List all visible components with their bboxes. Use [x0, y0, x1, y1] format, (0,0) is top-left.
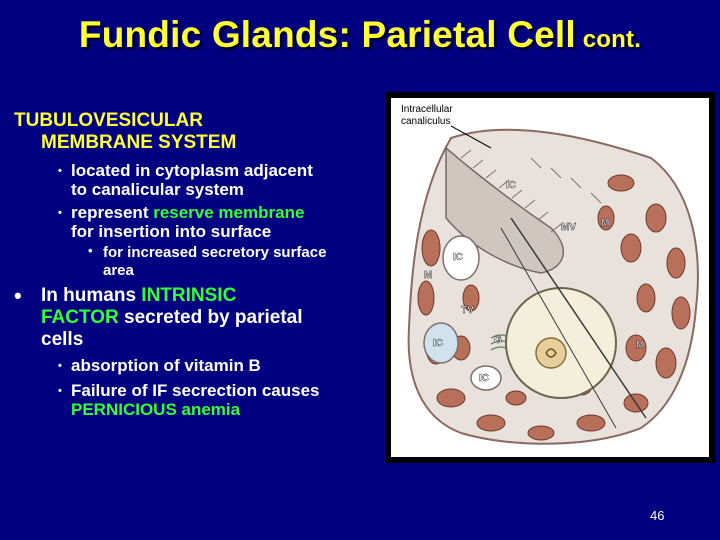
label-canaliculus-1: Intracellular	[401, 104, 453, 115]
label-g: G	[494, 335, 502, 346]
bullet-5-line-1: absorption of vitamin B	[71, 356, 261, 375]
heading-line-2: MEMBRANE SYSTEM	[41, 132, 237, 153]
bullet-6-line-2: PERNICIOUS anemia	[71, 400, 241, 419]
label-ic: IC	[479, 373, 489, 384]
label-m: M	[601, 218, 610, 229]
label-ic: IC	[433, 338, 443, 349]
label-ic: IC	[453, 252, 463, 263]
bullet-4-text-2: secreted by parietal	[118, 307, 303, 328]
bullet-2-line-1	[71, 203, 304, 223]
title-main: Fundic Glands: Parietal Cell	[78, 14, 576, 55]
bullet-dot: •	[88, 243, 93, 258]
parietal-cell-illustration	[391, 98, 709, 457]
bullet-2-line-2: for insertion into surface	[71, 222, 272, 241]
bullet-dot: •	[58, 165, 62, 177]
bullet-4-text: In humans	[41, 285, 142, 306]
page-number: 46	[650, 508, 665, 523]
bullet-3-line-2: area	[103, 262, 134, 279]
bullet-3-line-1: for increased secretory surface	[103, 244, 327, 261]
bullet-6-line-1: Failure of IF secrection causes	[71, 381, 320, 400]
parietal-cell-figure-frame	[385, 92, 715, 463]
bullet-2-text: represent	[71, 203, 154, 222]
bullet-1-line-2: to canalicular system	[71, 180, 244, 199]
bullet-1-line-1: located in cytoplasm adjacent	[71, 161, 313, 180]
bullet-4-line-1	[41, 285, 236, 306]
bullet-4-highlight: INTRINSIC	[141, 285, 237, 306]
bullet-dot: •	[58, 207, 62, 219]
bullet-4-highlight-2: FACTOR	[41, 307, 119, 328]
bullet-4-line-2	[41, 307, 303, 328]
bullet-2-highlight: reserve membrane	[153, 203, 305, 222]
bullet-dot: •	[58, 360, 62, 372]
parietal-cell-figure	[391, 98, 709, 457]
bullet-dot: •	[58, 385, 62, 397]
label-mv: MV	[561, 222, 576, 233]
bullet-4-line-3: cells	[41, 329, 84, 350]
figure-labels	[401, 104, 453, 127]
label-tv: TV	[461, 305, 474, 316]
bullet-dot: •	[14, 283, 22, 308]
label-ic: IC	[506, 180, 516, 191]
heading-line-1: TUBULOVESICULAR	[14, 110, 203, 131]
label-m: M	[636, 340, 645, 351]
label-m: M	[424, 270, 433, 281]
nucleolus	[536, 338, 566, 368]
title-cont: cont.	[575, 26, 642, 53]
slide-title	[0, 14, 720, 56]
label-canaliculus-2: canaliculus	[401, 116, 451, 127]
